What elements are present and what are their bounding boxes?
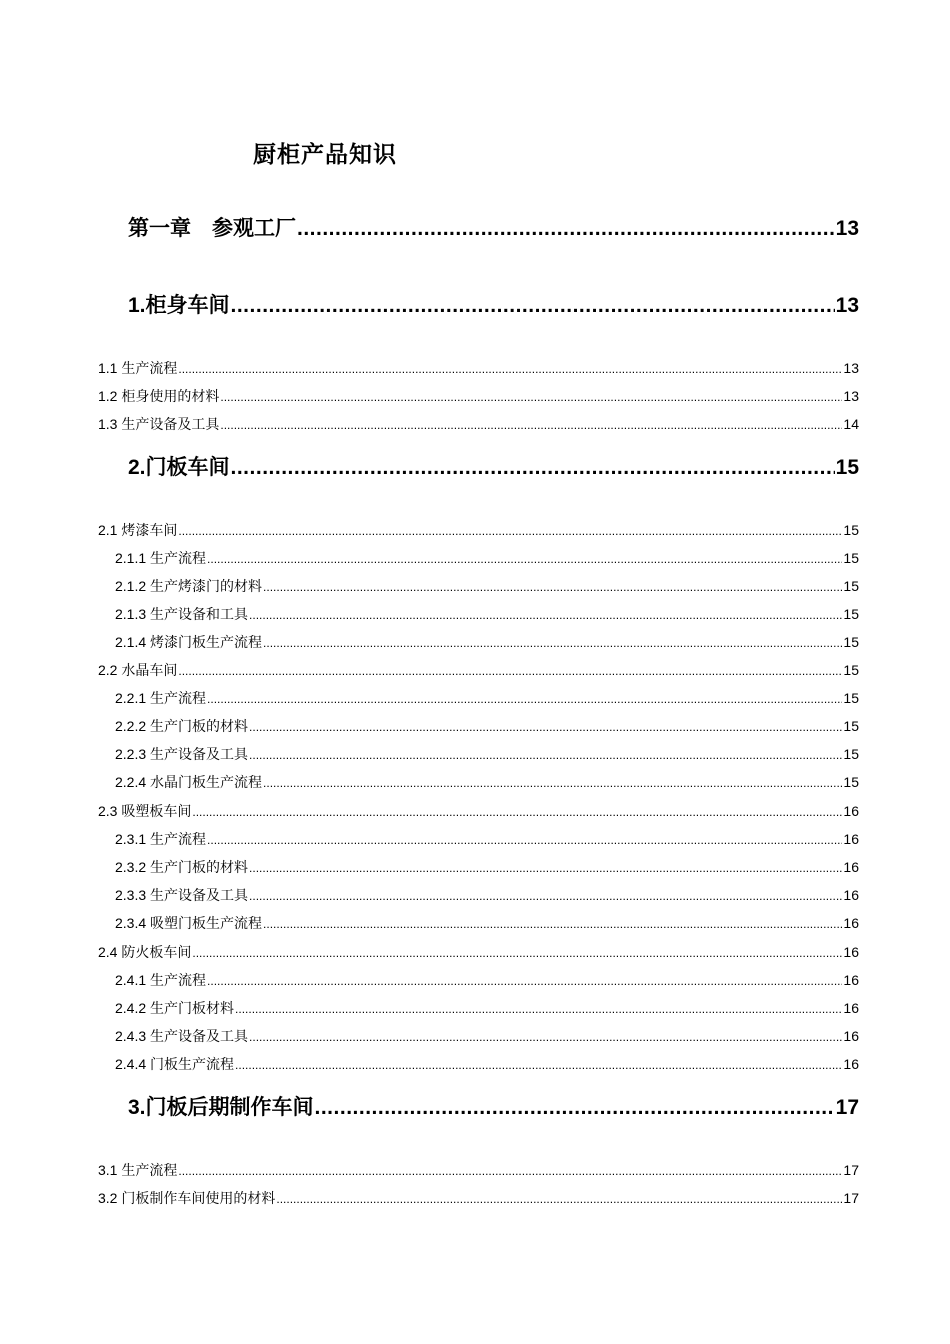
toc-leader-dots xyxy=(192,805,842,819)
toc-label: 2.3.3 生产设备及工具 xyxy=(115,887,249,903)
toc-heading[interactable] xyxy=(128,1091,859,1121)
toc-entry[interactable] xyxy=(115,913,859,933)
toc-page-number: 14 xyxy=(843,416,859,432)
toc-entry[interactable] xyxy=(115,1026,859,1046)
toc-entry[interactable] xyxy=(115,885,859,905)
toc-page-number: 16 xyxy=(843,803,859,819)
toc-page-number: 15 xyxy=(843,746,859,762)
toc-leader-dots xyxy=(178,524,842,538)
toc-label: 2.4.1 生产流程 xyxy=(115,972,207,988)
toc-label: 2.1.3 生产设备和工具 xyxy=(115,606,249,622)
toc-leader-dots xyxy=(235,1058,842,1072)
toc-leader-dots xyxy=(249,861,842,875)
toc-page-number: 17 xyxy=(843,1190,859,1206)
toc-leader-dots xyxy=(220,390,842,404)
toc-page-number: 15 xyxy=(843,690,859,706)
toc-leader-dots xyxy=(249,720,842,734)
toc-heading[interactable] xyxy=(128,451,859,481)
toc-label: 1.3 生产设备及工具 xyxy=(98,416,220,432)
toc-leader-dots xyxy=(249,608,842,622)
toc-label: 2.1.2 生产烤漆门的材料 xyxy=(115,578,263,594)
toc-label: 1.柜身车间 xyxy=(128,294,230,317)
toc-heading[interactable] xyxy=(128,212,859,242)
toc-label: 2.1 烤漆车间 xyxy=(98,522,178,538)
toc-leader-dots xyxy=(297,217,835,241)
toc-label: 1.2 柜身使用的材料 xyxy=(98,388,220,404)
toc-label: 2.4 防火板车间 xyxy=(98,944,192,960)
toc-page-number: 16 xyxy=(843,1056,859,1072)
toc-page-number: 15 xyxy=(843,522,859,538)
toc-page-number: 16 xyxy=(843,831,859,847)
toc-page-number: 15 xyxy=(843,774,859,790)
toc-leader-dots xyxy=(231,456,835,480)
toc-page-number: 13 xyxy=(835,294,859,317)
toc-page-number: 16 xyxy=(843,887,859,903)
toc-leader-dots xyxy=(263,580,842,594)
toc-leader-dots xyxy=(263,776,842,790)
toc-page-number: 15 xyxy=(843,718,859,734)
toc-leader-dots xyxy=(192,946,842,960)
toc-leader-dots xyxy=(207,552,842,566)
toc-label: 2.2.2 生产门板的材料 xyxy=(115,718,249,734)
toc-entry[interactable] xyxy=(115,998,859,1018)
toc-page-number: 16 xyxy=(843,1028,859,1044)
toc-entry[interactable] xyxy=(98,520,859,540)
toc-entry[interactable] xyxy=(115,772,859,792)
toc-entry[interactable] xyxy=(115,688,859,708)
toc-page-number: 17 xyxy=(835,1096,859,1119)
toc-label: 2.2.1 生产流程 xyxy=(115,690,207,706)
toc-page-number: 17 xyxy=(843,1162,859,1178)
toc-entry[interactable] xyxy=(98,414,859,434)
toc-label: 3.门板后期制作车间 xyxy=(128,1096,314,1119)
toc-leader-dots xyxy=(220,418,842,432)
toc-entry[interactable] xyxy=(115,632,859,652)
toc-page-number: 15 xyxy=(843,578,859,594)
toc-entry[interactable] xyxy=(115,744,859,764)
toc-label: 2.1.1 生产流程 xyxy=(115,550,207,566)
toc-leader-dots xyxy=(249,748,842,762)
toc-label: 1.1 生产流程 xyxy=(98,360,178,376)
toc-leader-dots xyxy=(276,1192,842,1206)
toc-label: 2.4.2 生产门板材料 xyxy=(115,1000,235,1016)
toc-leader-dots xyxy=(178,664,842,678)
toc-entry[interactable] xyxy=(115,829,859,849)
toc-entry[interactable] xyxy=(115,857,859,877)
toc-leader-dots xyxy=(178,1164,842,1178)
toc-page-number: 16 xyxy=(843,1000,859,1016)
toc-label: 第一章 参观工厂 xyxy=(128,217,296,240)
toc-page-number: 13 xyxy=(843,388,859,404)
toc-leader-dots xyxy=(207,833,842,847)
toc-label: 2.2.4 水晶门板生产流程 xyxy=(115,774,263,790)
toc-entry[interactable] xyxy=(98,1188,859,1208)
toc-label: 2.4.4 门板生产流程 xyxy=(115,1056,235,1072)
toc-label: 2.3.2 生产门板的材料 xyxy=(115,859,249,875)
toc-entry[interactable] xyxy=(98,358,859,378)
toc-leader-dots xyxy=(249,1030,842,1044)
toc-page-number: 16 xyxy=(843,972,859,988)
toc-label: 2.2.3 生产设备及工具 xyxy=(115,746,249,762)
toc-entry[interactable] xyxy=(98,942,859,962)
toc-entry[interactable] xyxy=(115,548,859,568)
toc-page-number: 15 xyxy=(835,456,859,479)
toc-entry[interactable] xyxy=(98,386,859,406)
toc-leader-dots xyxy=(207,692,842,706)
toc-page-number: 15 xyxy=(843,606,859,622)
toc-entry[interactable] xyxy=(98,1160,859,1180)
toc-label: 3.1 生产流程 xyxy=(98,1162,178,1178)
toc-entry[interactable] xyxy=(115,970,859,990)
toc-page-number: 16 xyxy=(843,859,859,875)
toc-page-number: 13 xyxy=(835,217,859,240)
toc-leader-dots xyxy=(315,1096,835,1120)
toc-page-number: 15 xyxy=(843,662,859,678)
toc-label: 2.3.1 生产流程 xyxy=(115,831,207,847)
toc-page-number: 16 xyxy=(843,915,859,931)
toc-page-number: 15 xyxy=(843,634,859,650)
toc-entry[interactable] xyxy=(115,576,859,596)
toc-entry[interactable] xyxy=(115,604,859,624)
toc-label: 2.4.3 生产设备及工具 xyxy=(115,1028,249,1044)
toc-page-number: 15 xyxy=(843,550,859,566)
toc-entry[interactable] xyxy=(98,660,859,680)
toc-leader-dots xyxy=(207,974,842,988)
toc-label: 2.1.4 烤漆门板生产流程 xyxy=(115,634,263,650)
document-title: 厨柜产品知识 xyxy=(253,142,397,168)
toc-leader-dots xyxy=(178,362,842,376)
toc-label: 3.2 门板制作车间使用的材料 xyxy=(98,1190,276,1206)
toc-leader-dots xyxy=(263,917,842,931)
toc-label: 2.3 吸塑板车间 xyxy=(98,803,192,819)
toc-entry[interactable] xyxy=(98,801,859,821)
toc-label: 2.2 水晶车间 xyxy=(98,662,178,678)
toc-entry[interactable] xyxy=(115,1054,859,1074)
toc-entry[interactable] xyxy=(115,716,859,736)
toc-page-number: 13 xyxy=(843,360,859,376)
toc-heading[interactable] xyxy=(128,289,859,319)
toc-label: 2.门板车间 xyxy=(128,456,230,479)
toc-leader-dots xyxy=(235,1002,842,1016)
toc-leader-dots xyxy=(263,636,842,650)
toc-leader-dots xyxy=(231,294,835,318)
toc-page-number: 16 xyxy=(843,944,859,960)
toc-label: 2.3.4 吸塑门板生产流程 xyxy=(115,915,263,931)
toc-leader-dots xyxy=(249,889,842,903)
